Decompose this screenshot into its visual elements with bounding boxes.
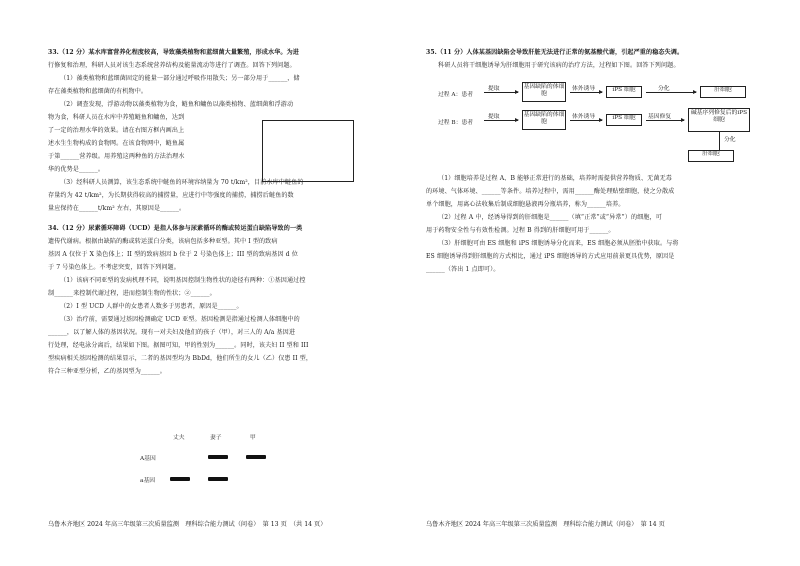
arrow	[646, 92, 696, 93]
q34-line: （2）I 型 UCD 人群中的女患者人数多于男患者，原因是______。	[60, 303, 243, 310]
gel-band-wife-a	[208, 477, 228, 481]
q34-line: （3）治疗前，需要通过基因检测确定 UCD 亚型。基因检测是指通过检测人体细胞中的	[60, 316, 300, 323]
gel-row-label: A基因	[140, 456, 156, 462]
liver-cell-box: 肝细胞	[700, 86, 746, 98]
q33-line: 华的优势是______。	[48, 166, 105, 173]
repaired-ips-box: 碱基序列修复后的iPS细胞	[688, 108, 750, 132]
question-35-intro	[426, 46, 766, 72]
ips-cell-box: iPS 细胞	[606, 114, 642, 126]
question-35-parts	[426, 172, 766, 276]
gel-column-label: 丈夫	[173, 435, 185, 441]
induce-label: 体外诱导	[572, 86, 596, 92]
gel-column-label: 妻子	[210, 435, 222, 441]
q33-line: 存量约为 42 t/km²，为长期获得较高的捕捞量，应进行中等强度的捕捞，捕捞后鲢鱼的数	[48, 192, 294, 199]
q35-line: ES 细胞诱导得到肝细胞的方式相比，通过 iPS 细胞诱导的方式应用前景更具优势，原因是	[426, 253, 675, 260]
q33-line: 物为食，科研人员在水库中养殖鲢鱼和鳙鱼，达到	[48, 114, 185, 121]
q33-line: 行修复和治理，科研人员对该生态系统营养结构及能量流动等进行了调查。回答下列问题。	[48, 62, 296, 69]
q35-line: （1）细胞培养是过程 A、B 能够正常进行的基础，培养时需提供营养物质、无菌无毒	[438, 175, 672, 182]
gel-band-child-A	[246, 455, 266, 459]
connector-line	[719, 132, 720, 152]
q34-line: 型疾病相关基因检测的结果显示，二者的基因型均为 BbDd，他们所生的女儿（乙）仅患 II 型，	[48, 355, 313, 362]
q34-line: 基因 A 仅位于 X 染色体上；II 型的致病基因 b 位于 2 号染色体上；III 型的致病基因 d 位	[48, 251, 298, 258]
q33-line: 存在藻类植物和蓝细菌的有机物中。	[48, 88, 148, 95]
arrow	[570, 92, 602, 93]
gel-column-label: 甲	[250, 435, 256, 441]
q35-line: （3）肝细胞可由 ES 细胞和 iPS 细胞诱导分化而来，ES 细胞必须从胚胎中获取。与将	[438, 240, 679, 247]
q33-line: （1）藻类植物和蓝细菌固定的能量一部分通过呼吸作用散失；另一部分用于______，储	[60, 75, 300, 82]
q33-line: （3）经科研人员测算，该生态系统中鲢鱼的环境容纳量为 70 t/km²，目前水库中鲢鱼的	[60, 179, 304, 186]
q34-line: ______，以了解人体的基因状况。现有一对夫妇及他们的孩子（甲），对三人的 A/a 基因进	[48, 329, 296, 336]
liver-cell-box: 肝细胞	[688, 150, 734, 162]
q33-line: 述水生生物构成的食物网。在该食物网中，鲢鱼属	[48, 140, 185, 147]
q34-line: （1）该病不同亚型的发病机理不同，说明基因控制生物性状的途径有两种：①基因通过控	[60, 277, 306, 284]
arrow	[484, 92, 518, 93]
q34-line: 制______来控制代谢过程，进而控制生物的性状；②______。	[48, 290, 216, 297]
q33-line: 33.（12 分）某水库富营养化程度较高，导致藻类植物和蓝细菌大量繁殖，形成水华。为进	[48, 49, 299, 56]
process-flow-diagram	[426, 80, 766, 158]
q35-line: 35.（11 分）人体某基因缺陷会导致肝脏无法进行正常的氨基酸代谢，引起严重的稳态失调。	[426, 49, 684, 56]
arrow	[570, 120, 602, 121]
q35-line: 单个细胞，用离心法收集后制成细胞悬液再分瓶培养，称为______培养。	[426, 201, 625, 208]
q33-line: （2）调查发现，浮游动物以藻类植物为食，鲢鱼和鳙鱼以藻类植物、蓝细菌和浮游动	[60, 101, 294, 108]
q33-line: 于第______营养级。用养殖这两种鱼的方法治理水	[48, 153, 185, 160]
extract-label: 提取	[488, 86, 500, 92]
extract-label: 提取	[488, 114, 500, 120]
gel-band-wife-A	[208, 455, 228, 459]
gel-row-label: a基因	[140, 478, 156, 484]
gel-band-husband-a	[170, 477, 190, 481]
q34-line: 34.（12 分）尿素循环障碍（UCD）是指人体参与尿素循环的酶或转运蛋白缺陷导致的一类	[48, 225, 303, 232]
food-web-drawing-box	[262, 120, 354, 182]
ips-cell-box: iPS 细胞	[606, 86, 642, 98]
q34-line: 行处理，经电泳分离后，结果如下图。据图可知，甲的性别为______。同时，该夫妇 II 型和 III	[48, 342, 309, 349]
gene-repair-label: 基因修复	[648, 114, 672, 120]
q35-line: ______（答出 1 点即可）。	[426, 266, 500, 273]
induce-label: 体外诱导	[572, 114, 596, 120]
arrow	[484, 120, 518, 121]
defective-cell-box: 基因缺陷的体细胞	[522, 110, 566, 130]
differentiate-label: 分化	[658, 86, 670, 92]
q35-line: 科研人员将干细胞诱导为肝细胞用于研究该病的治疗方法，过程如下图。回答下列问题。	[438, 62, 680, 69]
q34-line: 于 7 号染色体上。不考虑突变，回答下列问题。	[48, 264, 180, 271]
right-page	[400, 0, 800, 566]
question-34	[48, 222, 368, 378]
q35-line: 的环境、气体环境、______等条件。培养过程中，需用______酶处理贴壁细胞，使之分散成	[426, 188, 675, 195]
arrow	[646, 120, 684, 121]
right-page-footer: 乌鲁木齐地区 2024 年高三年级第三次质量监测 理科综合能力测试（问卷） 第 14 页	[426, 521, 665, 528]
defective-cell-box: 基因缺陷的体细胞	[522, 82, 566, 102]
process-b-label: 过程 B：患者	[438, 120, 474, 126]
differentiate-label: 分化	[724, 137, 736, 143]
q35-line: 用于药物安全性与有效性检测。过程 B 得到的肝细胞可用于______。	[426, 227, 615, 234]
q33-line: 了一定的治理水华的效果。请在右图方框内画出上	[48, 127, 185, 134]
q34-line: 符合三种亚型分析，乙的基因型为______。	[48, 368, 166, 375]
process-a-label: 过程 A：患者	[438, 92, 474, 98]
left-page-footer: 乌鲁木齐地区 2024 年高三年级第三次质量监测 理科综合能力测试（问卷） 第 13 页 （共 14 页）	[48, 521, 327, 528]
q33-line: 量应保持在______t/km² 左右，其原因是______。	[48, 205, 186, 212]
q34-line: 遗传代谢病。根据由缺陷的酶或转运蛋白分类，该病包括多种亚型。其中 I 型的致病	[48, 238, 278, 245]
q35-line: （2）过程 A 中，经诱导得到的肝细胞是______（填“正常”或“异常”）的细胞，可	[438, 214, 662, 221]
